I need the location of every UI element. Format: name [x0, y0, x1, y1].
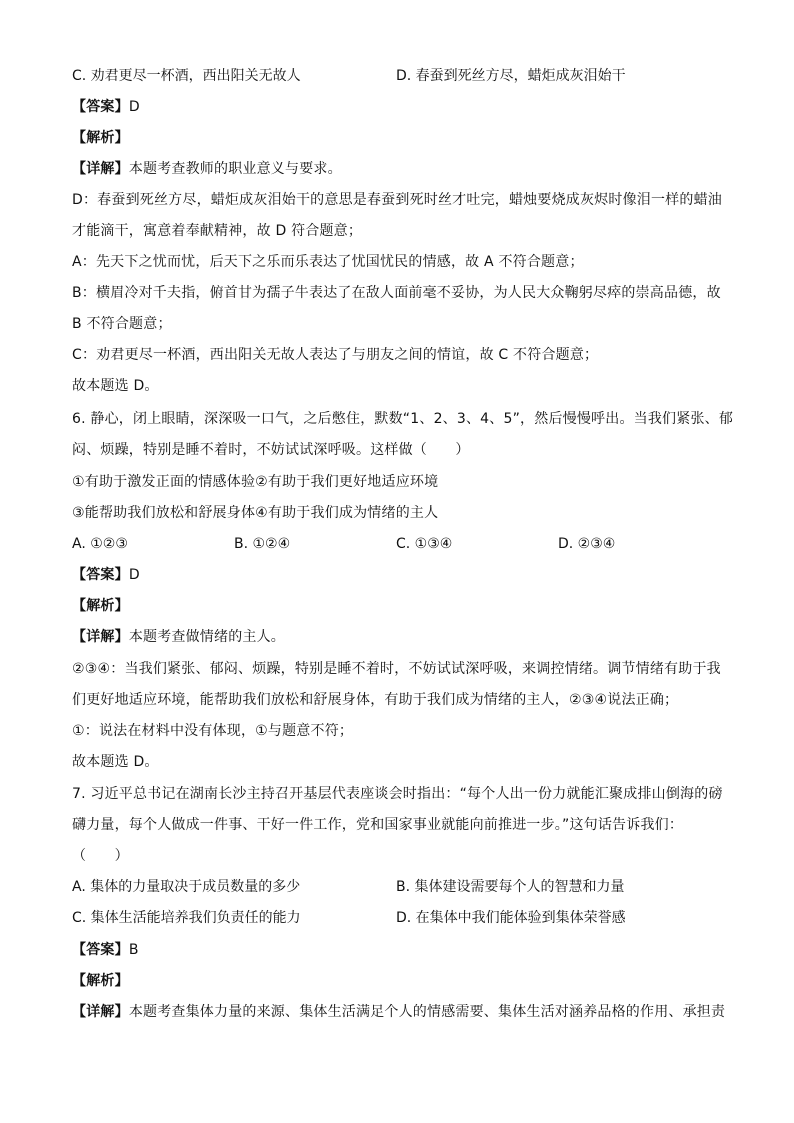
q7-stem-line: （ ） [72, 848, 129, 864]
answer-value: D [128, 567, 140, 583]
detail-label: 【详解】 [72, 1004, 129, 1020]
answer-label: 【答案】 [72, 99, 129, 115]
q5-explanation-line: D：春蚕到死丝方尽，蜡炬成灰泪始干的意思是春蚕到死时丝才吐完，蜡烛要烧成灰烬时像泪一样的蜡油 [72, 192, 722, 208]
q5-detail [72, 159, 342, 179]
q5-answer [72, 97, 140, 117]
q7-stem-line: 7. 习近平总书记在湖南长沙主持召开基层代表座谈会时指出：“每个人出一份力就能汇聚成排山倒海的磅 [72, 786, 723, 802]
q5-option-c: C. 劝君更尽一杯酒，西出阳关无故人 [72, 68, 301, 84]
q7-detail [72, 1002, 725, 1022]
detail-label: 【详解】 [72, 161, 129, 177]
q7-option-d: D. 在集体中我们能体验到集体荣誉感 [396, 910, 626, 926]
q6-explanation-line: ①：说法在材料中没有体现，①与题意不符； [72, 723, 354, 739]
answer-value: D [128, 99, 140, 115]
q5-option-d: D. 春蚕到死丝方尽，蜡炬成灰泪始干 [396, 68, 626, 84]
answer-label: 【答案】 [72, 567, 129, 583]
q5-explanation-line: A：先天下之忧而忧，后天下之乐而乐表达了忧国忧民的情感，故 A 不符合题意； [72, 254, 584, 270]
q7-option-c: C. 集体生活能培养我们负责任的能力 [72, 910, 301, 926]
q6-explanation-line: 们更好地适应环境，能帮助我们放松和舒展身体，有助于我们成为情绪的主人，②③④说法正确； [72, 692, 679, 708]
q5-explanation-line: C：劝君更尽一杯酒，西出阳关无故人表达了与朋友之间的情谊，故 C 不符合题意； [72, 347, 599, 363]
q7-stem-line: 礴力量，每个人做成一件事、干好一件工作，党和国家事业就能向前推进一步。”这句话告诉我们： [72, 817, 684, 833]
q7-analysis-label [72, 971, 129, 991]
q5-explanation-line: 才能滴干，寓意着奉献精神，故 D 符合题意； [72, 223, 363, 239]
q5-explanation-line: B：横眉冷对千夫指，俯首甘为孺子牛表达了在敌人面前毫不妥协，为人民大众鞠躬尽瘁的崇高品德，故 [72, 285, 721, 301]
detail-text: 本题考查做情绪的主人。 [128, 629, 286, 645]
detail-text: 本题考查集体力量的来源、集体生活满足个人的情感需要、集体生活对涵养品格的作用、承担责 [128, 1004, 726, 1020]
q6-stem-line: 6. 静心，闭上眼睛，深深吸一口气，之后憋住，默数“1、2、3、4、5”，然后慢慢呼出。当我们紧张、郁 [72, 411, 734, 427]
analysis-label: 【解析】 [72, 598, 129, 614]
answer-value: B [128, 942, 139, 958]
q6-stem-line: 闷、烦躁，特别是睡不着时，不妨试试深呼吸。这样做（ ） [72, 442, 470, 458]
q6-explanation-line: 故本题选 D。 [72, 754, 159, 770]
detail-text: 本题考查教师的职业意义与要求。 [128, 161, 342, 177]
detail-label: 【详解】 [72, 629, 129, 645]
q6-option-d: D. ②③④ [558, 536, 616, 552]
answer-label: 【答案】 [72, 942, 129, 958]
analysis-label: 【解析】 [72, 973, 129, 989]
q7-option-a: A. 集体的力量取决于成员数量的多少 [72, 879, 301, 895]
q6-option-a: A. ①②③ [72, 536, 128, 552]
q6-answer [72, 565, 140, 585]
q6-statement: ③能帮助我们放松和舒展身体④有助于我们成为情绪的主人 [72, 505, 439, 521]
q5-explanation-line: 故本题选 D。 [72, 378, 159, 394]
q7-option-b: B. 集体建设需要每个人的智慧和力量 [396, 879, 625, 895]
analysis-label: 【解析】 [72, 130, 129, 146]
q6-detail [72, 627, 285, 647]
q6-option-c: C. ①③④ [396, 536, 453, 552]
q6-option-b: B. ①②④ [234, 536, 291, 552]
q7-answer [72, 940, 139, 960]
q5-explanation-line: B 不符合题意； [72, 316, 172, 332]
q6-analysis-label [72, 596, 129, 616]
q6-explanation-line: ②③④：当我们紧张、郁闷、烦躁，特别是睡不着时，不妨试试深呼吸，来调控情绪。调节情绪有助于我 [72, 661, 721, 677]
q6-statement: ①有助于激发正面的情感体验②有助于我们更好地适应环境 [72, 474, 439, 490]
q5-analysis-label [72, 128, 129, 148]
